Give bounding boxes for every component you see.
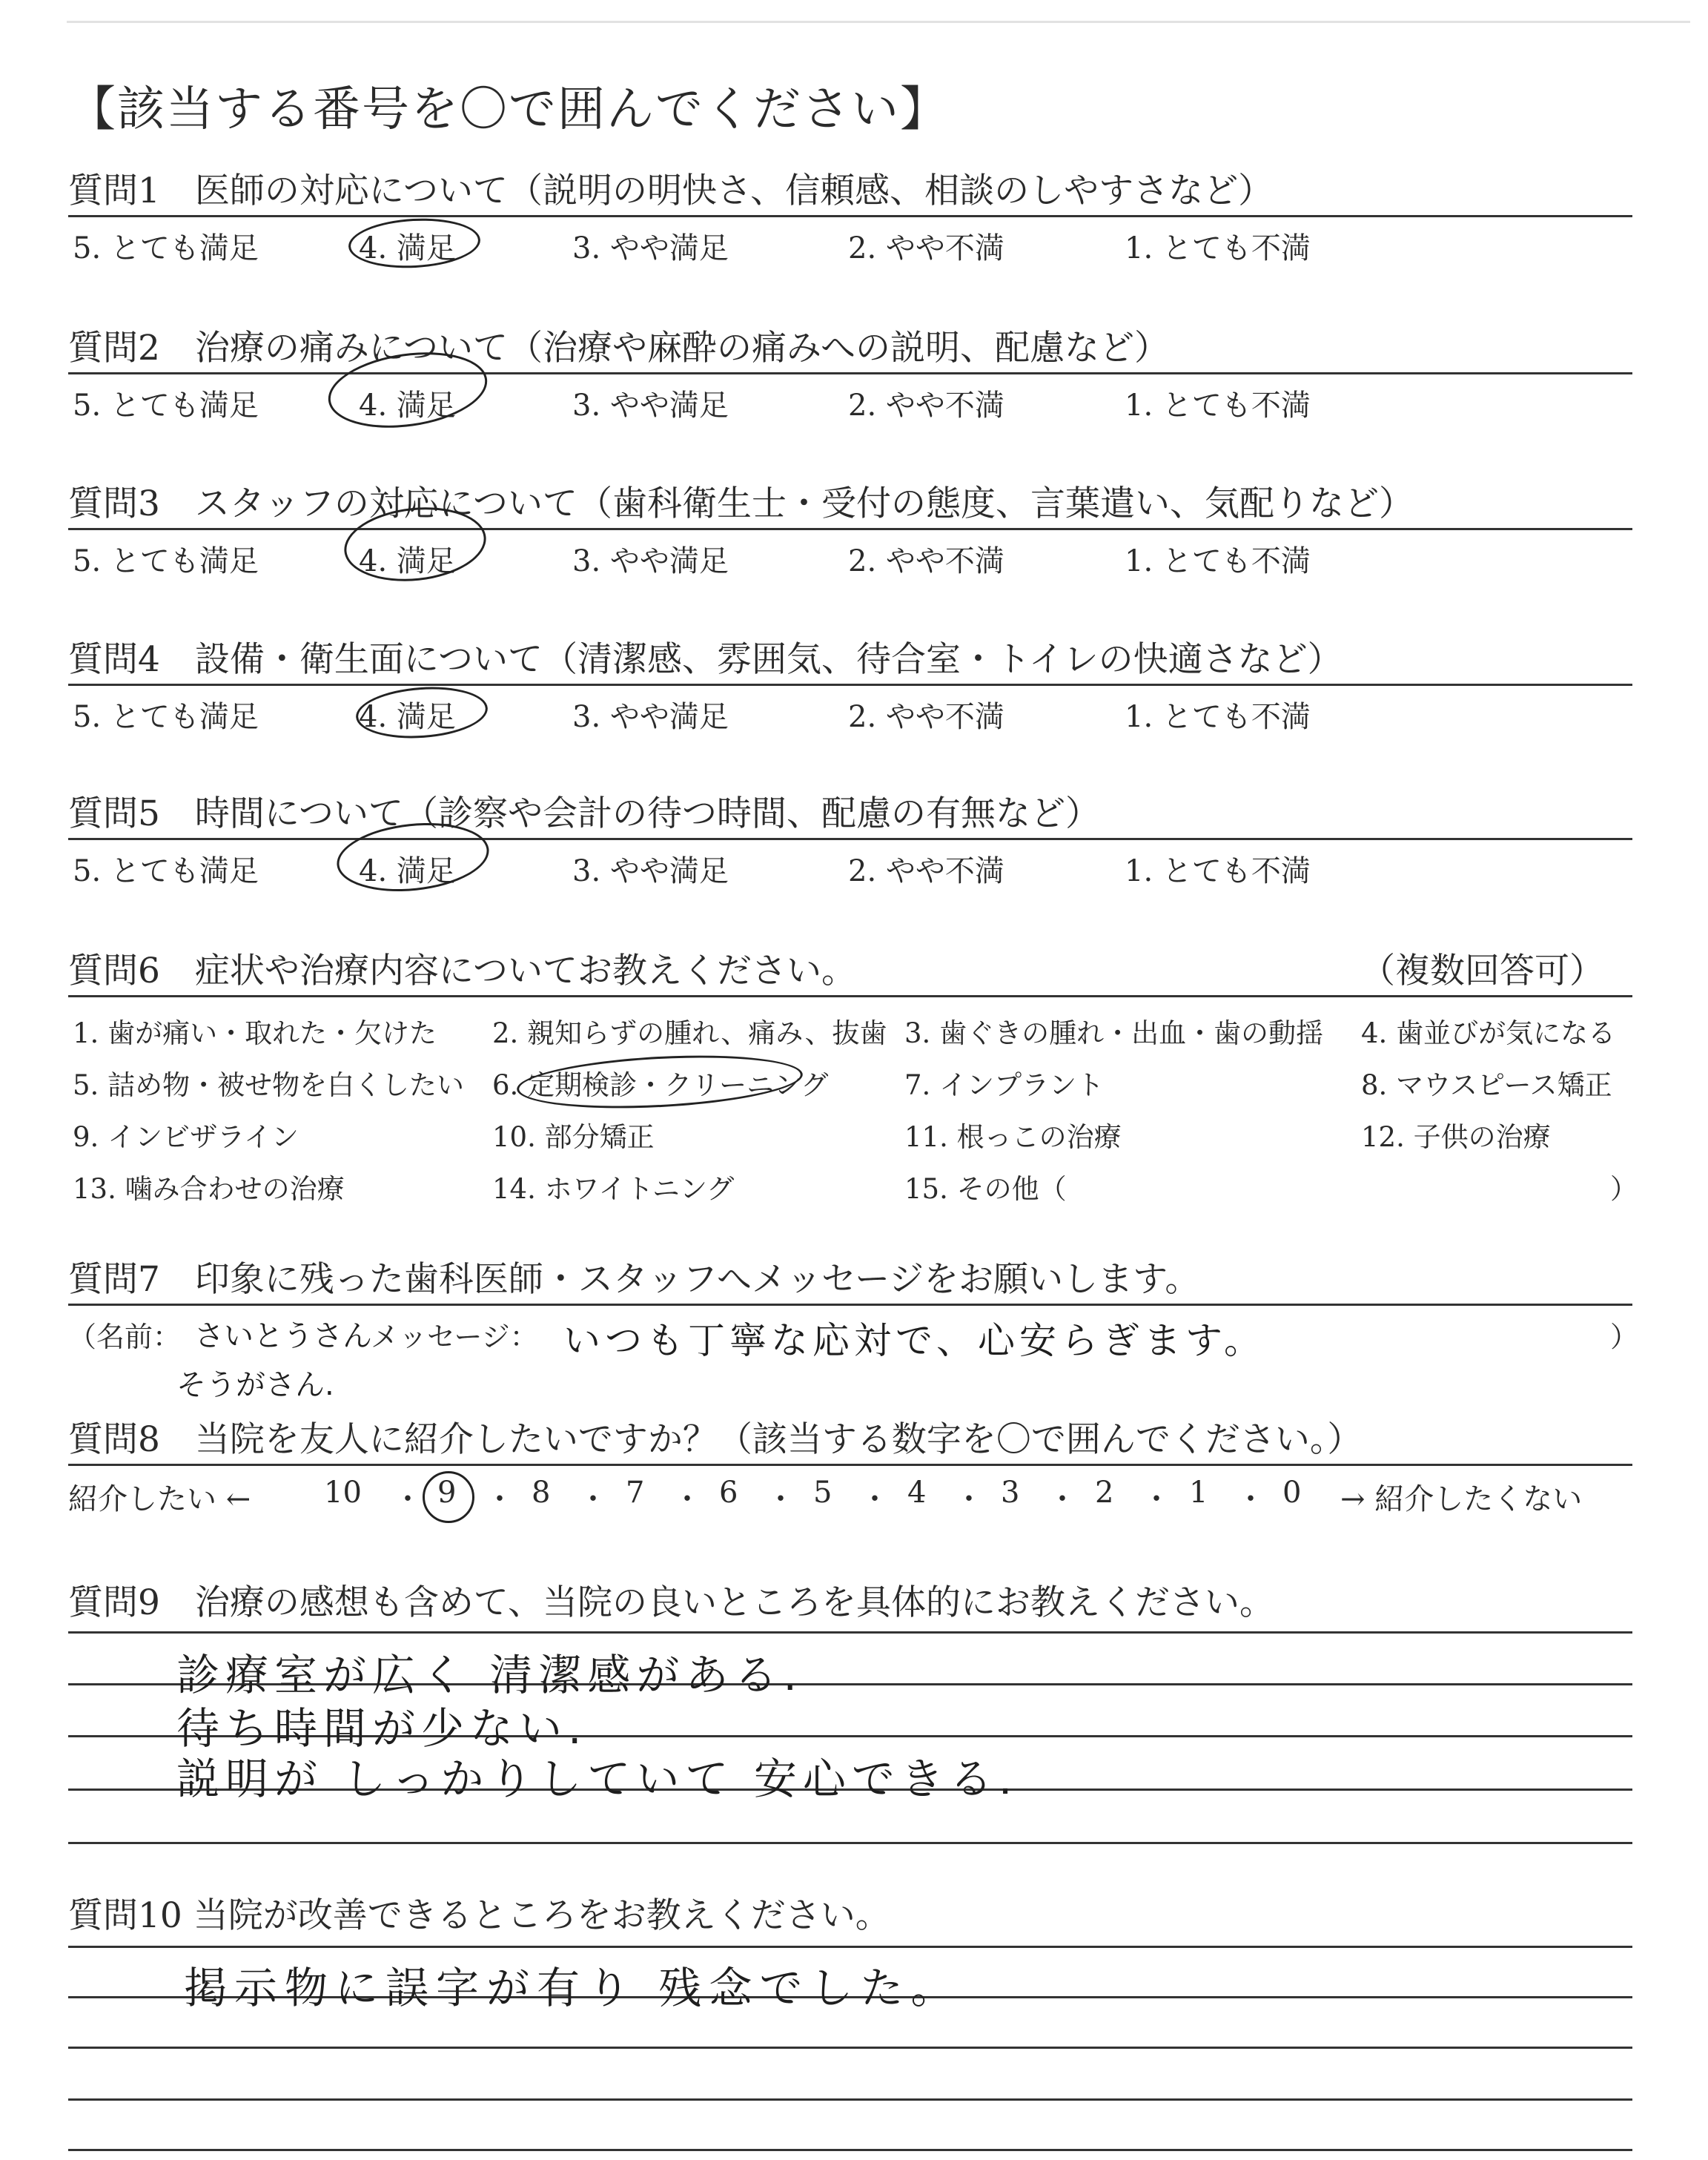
question-5 xyxy=(68,792,1632,888)
selection-circle xyxy=(347,215,481,271)
second-name-value: そうがさん. xyxy=(176,1368,334,1402)
symptom-option-15[interactable]: 15. その他（ xyxy=(904,1173,1067,1205)
scale-2[interactable]: 2 xyxy=(1095,1476,1114,1510)
scale-left-label: 紹介したい ← xyxy=(68,1482,251,1516)
question-7 xyxy=(68,1258,1632,1306)
improvement-point-1: 掲示物に誤字が有り 残念でした。 xyxy=(184,1963,961,2013)
scale-5[interactable]: 5 xyxy=(813,1476,833,1510)
answer-rule xyxy=(68,2047,1632,2049)
good-point-1: 診療室が広く 清潔感がある. xyxy=(176,1650,803,1700)
question-6 xyxy=(68,949,1638,1212)
symptom-option-10[interactable]: 10. 部分矯正 xyxy=(492,1121,655,1153)
question-6-options xyxy=(68,997,1638,1212)
question-8-title: 質問8 当院を友人に紹介したいですか？（該当する数字を〇で囲んでください。） xyxy=(68,1419,1363,1460)
message-text: いつも丁寧な応対で、心安らぎます。 xyxy=(563,1319,1265,1362)
symptom-option-1[interactable]: 1. 歯が痛い・取れた・欠けた xyxy=(73,1017,437,1049)
symptom-option-11[interactable]: 11. 根っこの治療 xyxy=(904,1121,1122,1153)
symptom-option-15-close: ） xyxy=(1610,1173,1638,1205)
good-point-2: 待ち時間が少ない. xyxy=(176,1703,588,1754)
selection-circle xyxy=(515,1049,804,1114)
option-4[interactable]: 4. 満足 xyxy=(359,231,456,265)
answer-rule xyxy=(68,1946,1632,1948)
option-1[interactable]: 1. とても不満 xyxy=(1125,389,1311,423)
symptom-option-2[interactable]: 2. 親知らずの腫れ、痛み、抜歯 xyxy=(492,1017,887,1049)
good-point-3: 説明が しっかりしていて 安心できる. xyxy=(176,1754,1019,1804)
question-7-title: 質問7 印象に残った歯科医師・スタッフへメッセージをお願いします。 xyxy=(68,1259,1200,1300)
answer-rule xyxy=(68,1842,1632,1844)
answer-rule xyxy=(68,2098,1632,2101)
option-5[interactable]: 5. とても満足 xyxy=(73,544,259,578)
symptom-option-14[interactable]: 14. ホワイトニング xyxy=(492,1173,735,1205)
question-6-multiple-note: （複数回答可） xyxy=(1360,951,1604,991)
question-9-title: 質問9 治療の感想も含めて、当院の良いところを具体的にお教えください。 xyxy=(68,1582,1274,1623)
option-5[interactable]: 5. とても満足 xyxy=(73,700,259,734)
option-3[interactable]: 3. やや満足 xyxy=(572,854,729,888)
option-1[interactable]: 1. とても不満 xyxy=(1125,854,1311,888)
option-1[interactable]: 1. とても不満 xyxy=(1125,231,1311,265)
scale-dot: ・ xyxy=(393,1482,423,1516)
scale-7[interactable]: 7 xyxy=(626,1476,645,1510)
option-3[interactable]: 3. やや満足 xyxy=(572,700,729,734)
symptom-option-7[interactable]: 7. インプラント xyxy=(904,1069,1105,1101)
scale-dot: ・ xyxy=(672,1482,702,1516)
option-4[interactable]: 4. 満足 xyxy=(359,700,456,734)
question-7-rule xyxy=(68,1304,1632,1306)
scale-10[interactable]: 10 xyxy=(324,1476,362,1510)
question-4 xyxy=(68,638,1632,734)
question-6-title xyxy=(68,949,1632,994)
option-2[interactable]: 2. やや不満 xyxy=(848,231,1004,265)
question-3-options xyxy=(68,530,1632,578)
symptom-option-4[interactable]: 4. 歯並びが気になる xyxy=(1361,1017,1616,1049)
name-label: （名前： xyxy=(68,1321,182,1353)
scale-dot: ・ xyxy=(766,1482,795,1516)
scale-0[interactable]: 0 xyxy=(1282,1476,1302,1510)
answer-rule xyxy=(68,1631,1632,1634)
scale-8[interactable]: 8 xyxy=(532,1476,551,1510)
top-edge-line xyxy=(67,21,1690,23)
question-10 xyxy=(68,1894,1632,1938)
option-2[interactable]: 2. やや不満 xyxy=(848,389,1004,423)
question-5-title: 質問5 時間について（診察や会計の待つ時間、配慮の有無など） xyxy=(68,793,1100,834)
option-2[interactable]: 2. やや不満 xyxy=(848,854,1004,888)
answer-rule xyxy=(68,2149,1632,2151)
option-4[interactable]: 4. 満足 xyxy=(359,544,456,578)
symptom-option-8[interactable]: 8. マウスピース矯正 xyxy=(1361,1069,1612,1101)
scale-right-label: → 紹介したくない xyxy=(1340,1482,1583,1516)
symptom-option-5[interactable]: 5. 詰め物・被せ物を白くしたい xyxy=(73,1069,465,1101)
option-3[interactable]: 3. やや満足 xyxy=(572,389,729,423)
question-2-options xyxy=(68,374,1632,423)
selection-circle xyxy=(423,1471,474,1523)
question-8-rule xyxy=(68,1464,1632,1466)
symptom-option-12[interactable]: 12. 子供の治療 xyxy=(1361,1121,1551,1153)
scale-dot: ・ xyxy=(1236,1482,1265,1516)
option-4[interactable]: 4. 満足 xyxy=(359,389,456,423)
scale-dot: ・ xyxy=(1142,1482,1171,1516)
option-1[interactable]: 1. とても不満 xyxy=(1125,700,1311,734)
scale-dot: ・ xyxy=(1047,1482,1077,1516)
scale-3[interactable]: 3 xyxy=(1001,1476,1020,1510)
option-3[interactable]: 3. やや満足 xyxy=(572,231,729,265)
question-1-title: 質問1 医師の対応について（説明の明快さ、信頼感、相談のしやすさなど） xyxy=(68,171,1274,211)
question-5-options xyxy=(68,840,1632,888)
scale-dot: ・ xyxy=(860,1482,890,1516)
survey-heading: 【該当する番号を〇で囲んでください】 xyxy=(68,82,949,137)
question-9 xyxy=(68,1581,1632,1625)
option-3[interactable]: 3. やや満足 xyxy=(572,544,729,578)
scale-4[interactable]: 4 xyxy=(907,1476,927,1510)
question-6-label: 質問6 症状や治療内容についてお教えください。 xyxy=(68,951,856,991)
name-value: さいとうさん xyxy=(194,1319,372,1353)
question-4-title: 質問4 設備・衛生面について（清潔感、雰囲気、待合室・トイレの快適さなど） xyxy=(68,639,1343,680)
question-1 xyxy=(68,169,1632,265)
scale-dot: ・ xyxy=(578,1482,608,1516)
question-1-options xyxy=(68,217,1632,265)
option-5[interactable]: 5. とても満足 xyxy=(73,854,259,888)
symptom-option-9[interactable]: 9. インビザライン xyxy=(73,1121,299,1153)
option-4[interactable]: 4. 満足 xyxy=(359,854,456,888)
symptom-option-3[interactable]: 3. 歯ぐきの腫れ・出血・歯の動揺 xyxy=(904,1017,1324,1049)
question-2-title: 質問2 治療の痛みについて（治療や麻酔の痛みへの説明、配慮など） xyxy=(68,328,1170,369)
message-label: メッセージ： xyxy=(371,1321,538,1353)
option-2[interactable]: 2. やや不満 xyxy=(848,700,1004,734)
symptom-option-13[interactable]: 13. 噛み合わせの治療 xyxy=(73,1173,345,1205)
scale-dot: ・ xyxy=(485,1482,514,1516)
option-2[interactable]: 2. やや不満 xyxy=(848,544,1004,578)
scale-9[interactable]: 9 xyxy=(437,1476,457,1510)
question-8 xyxy=(68,1418,1632,1466)
option-5[interactable]: 5. とても満足 xyxy=(73,389,259,423)
option-1[interactable]: 1. とても不満 xyxy=(1125,544,1311,578)
question-2 xyxy=(68,326,1632,423)
symptom-option-6[interactable]: 6. 定期検診・クリーニング xyxy=(492,1069,829,1101)
recommend-scale xyxy=(68,1476,1640,1520)
question-3 xyxy=(68,482,1632,578)
question-3-title: 質問3 スタッフの対応について（歯科衛生士・受付の態度、言葉遣い、気配りなど） xyxy=(68,483,1414,524)
message-close-paren: ） xyxy=(1610,1321,1639,1353)
scale-1[interactable]: 1 xyxy=(1189,1476,1208,1510)
scale-dot: ・ xyxy=(954,1482,984,1516)
question-10-title: 質問10 当院が改善できるところをお教えください。 xyxy=(68,1895,890,1936)
question-4-options xyxy=(68,686,1632,734)
scale-6[interactable]: 6 xyxy=(719,1476,738,1510)
option-5[interactable]: 5. とても満足 xyxy=(73,231,259,265)
